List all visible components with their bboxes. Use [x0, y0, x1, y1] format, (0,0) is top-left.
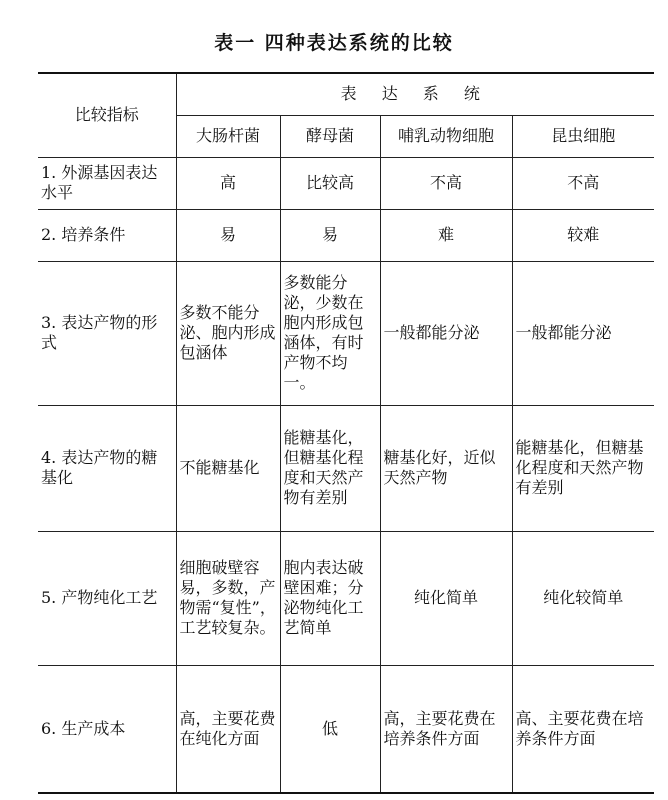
table-cell: 一般都能分泌	[380, 261, 512, 405]
table-cell: 一般都能分泌	[512, 261, 654, 405]
table-cell: 易	[176, 209, 280, 261]
table-cell: 难	[380, 209, 512, 261]
row-indicator: 1. 外源基因表达水平	[38, 157, 176, 209]
table-cell: 能糖基化，但糖基化程度和天然产物有差别	[280, 405, 380, 531]
table-row	[38, 209, 654, 261]
table-cell: 糖基化好，近似天然产物	[380, 405, 512, 531]
table-cell: 胞内表达破壁困难；分泌物纯化工艺简单	[280, 531, 380, 665]
row-indicator: 6. 生产成本	[38, 665, 176, 793]
table-row	[38, 261, 654, 405]
table-cell: 高	[176, 157, 280, 209]
corner-header: 比较指标	[38, 73, 176, 157]
column-header: 哺乳动物细胞	[380, 115, 512, 157]
table-cell: 低	[280, 665, 380, 793]
column-header: 昆虫细胞	[512, 115, 654, 157]
table-cell: 多数不能分泌、胞内形成包涵体	[176, 261, 280, 405]
row-indicator: 2. 培养条件	[38, 209, 176, 261]
table-cell: 能糖基化，但糖基化程度和天然产物有差别	[512, 405, 654, 531]
column-header: 酵母菌	[280, 115, 380, 157]
column-header: 大肠杆菌	[176, 115, 280, 157]
comparison-table	[38, 72, 654, 794]
table-row	[38, 157, 654, 209]
table-cell: 不能糖基化	[176, 405, 280, 531]
table-row	[38, 665, 654, 793]
table-cell: 不高	[512, 157, 654, 209]
table-cell: 细胞破壁容易，多数，产物需“复性”，工艺较复杂。	[176, 531, 280, 665]
table-cell: 易	[280, 209, 380, 261]
row-indicator: 5. 产物纯化工艺	[38, 531, 176, 665]
table-cell: 较难	[512, 209, 654, 261]
group-header: 表 达 系 统	[176, 73, 654, 115]
table-cell: 高，主要花费在培养条件方面	[380, 665, 512, 793]
table-cell: 纯化较简单	[512, 531, 654, 665]
table-cell: 比较高	[280, 157, 380, 209]
table-cell: 高、主要花费在培养条件方面	[512, 665, 654, 793]
table-title: 表一 四种表达系统的比较	[214, 32, 454, 54]
table-row	[38, 405, 654, 531]
table-cell: 多数能分泌，少数在胞内形成包涵体，有时产物不均一。	[280, 261, 380, 405]
table-cell: 高，主要花费在纯化方面	[176, 665, 280, 793]
table-cell: 不高	[380, 157, 512, 209]
row-indicator: 3. 表达产物的形式	[38, 261, 176, 405]
table-row	[38, 531, 654, 665]
row-indicator: 4. 表达产物的糖基化	[38, 405, 176, 531]
table-cell: 纯化简单	[380, 531, 512, 665]
